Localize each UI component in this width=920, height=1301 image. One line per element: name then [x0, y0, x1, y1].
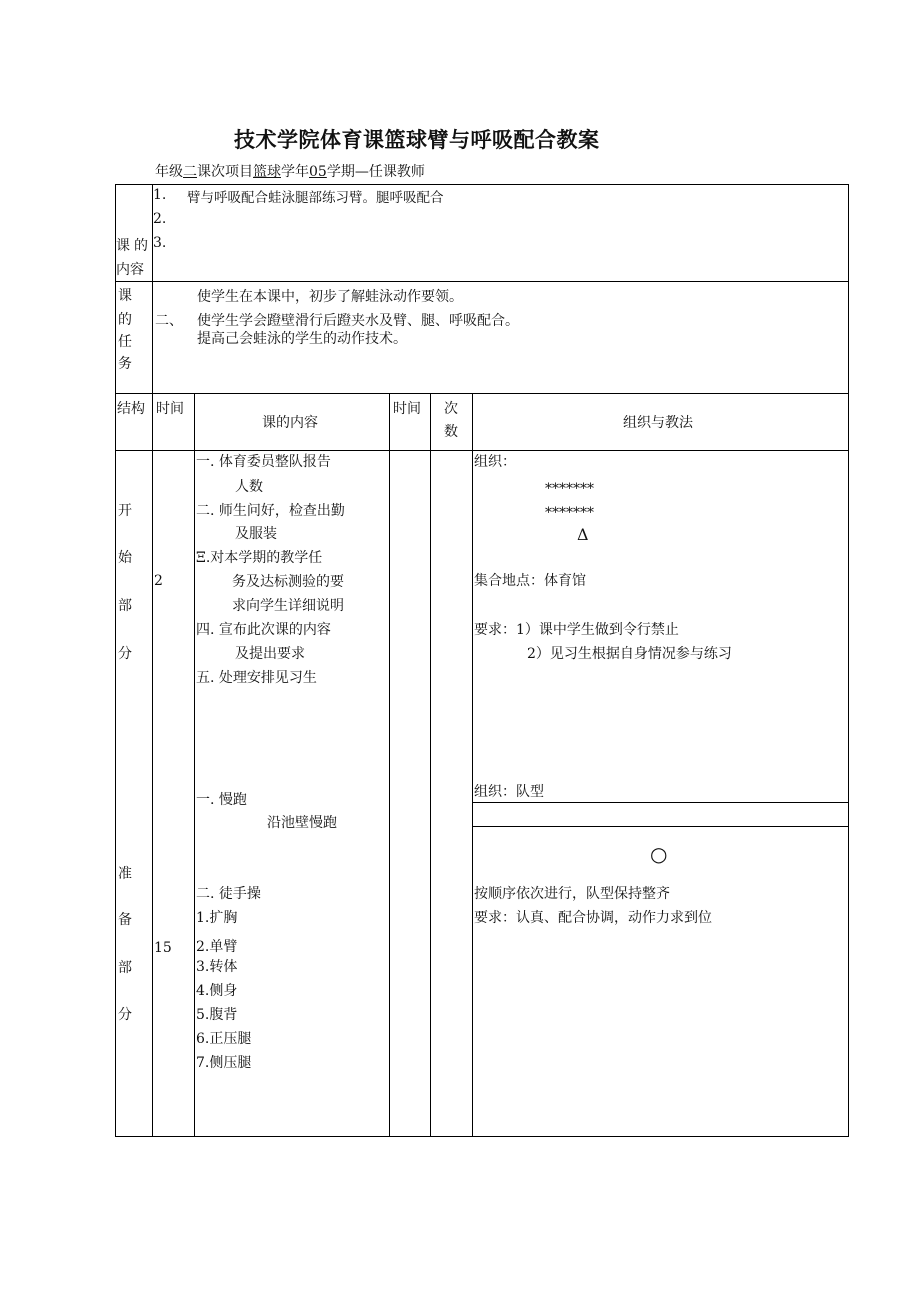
exercise-item: 5.腹背	[196, 1007, 238, 1023]
start-org-label: 组织：	[474, 454, 516, 470]
content-label-3: 内容	[116, 262, 144, 278]
task-line: 使学生学会蹬壁滑行后蹬夹水及臂、腿、呼吸配合。	[197, 313, 519, 329]
table-border-top	[115, 184, 849, 185]
org-divider	[472, 826, 849, 827]
exercise-item: 1.扩胸	[196, 910, 238, 926]
col-divider	[389, 393, 390, 1137]
content-item-num: 3.	[153, 235, 167, 251]
content-label-2: 的	[134, 238, 148, 254]
row-divider	[115, 450, 849, 451]
start-content-line: 人数	[235, 479, 263, 495]
content-label-1: 课	[116, 238, 130, 254]
content-item-num: 1.	[153, 187, 167, 203]
start-content-line: Ξ.对本学期的教学任	[196, 550, 323, 566]
start-label-1: 开	[118, 503, 132, 519]
task-label-4: 务	[118, 356, 132, 372]
table-border-right	[848, 184, 849, 1137]
row-divider	[115, 281, 849, 282]
meta-line	[155, 164, 425, 180]
content-item-num: 2.	[153, 211, 167, 227]
start-content-line: 一. 体育委员整队报告	[196, 454, 331, 470]
start-content-line: 及服装	[235, 526, 277, 542]
col-divider	[194, 393, 195, 1137]
content-item-text: 臂与呼吸配合蛙泳腿部练习臂。腿呼吸配合	[187, 190, 444, 206]
exercise-item: 7.侧压腿	[196, 1055, 252, 1071]
start-content-line: 务及达标测验的要	[232, 574, 344, 590]
circle-formation-icon: ○	[650, 842, 668, 866]
start-requirement: 要求：1）课中学生做到令行禁止	[474, 622, 679, 638]
org-divider	[472, 802, 849, 803]
table-border-bottom	[115, 1136, 849, 1137]
exercise-item: 3.转体	[196, 959, 238, 975]
prep-label-1: 准	[118, 866, 132, 882]
prep-order-note: 按顺序依次进行，队型保持整齐	[474, 886, 670, 902]
header-content: 课的内容	[262, 415, 318, 431]
exercise-title: 二. 徒手操	[196, 886, 261, 902]
prep-label-2: 备	[118, 912, 132, 928]
exercise-item: 6.正压腿	[196, 1031, 252, 1047]
year-value: 05	[309, 164, 327, 180]
start-content-line: 二. 师生问好，检查出勤	[196, 503, 345, 519]
start-label-4: 分	[118, 646, 132, 662]
grade-label: 年级	[155, 164, 183, 180]
start-requirement: 2）见习生根据自身情况参与练习	[527, 646, 732, 662]
header-structure: 结构	[117, 401, 145, 417]
header-method: 组织与教法	[623, 415, 693, 431]
grade-value: 二	[183, 164, 197, 180]
prep-org-label: 组织：队型	[474, 784, 544, 800]
prep-requirement: 要求：认真、配合协调，动作力求到位	[474, 910, 712, 926]
session-label: 课次项目	[197, 164, 253, 180]
formation-row: *******	[545, 481, 594, 497]
start-location: 集合地点：体育馆	[474, 573, 586, 589]
col-divider	[430, 393, 431, 1137]
header-count-1: 次	[444, 401, 458, 417]
task-marker: 二、	[155, 313, 183, 329]
start-content-line: 及提出要求	[235, 646, 305, 662]
header-time-1: 时间	[156, 401, 184, 417]
page-title: 技术学院体育课篮球臂与呼吸配合教案	[234, 128, 600, 152]
task-label-2: 的	[118, 312, 132, 328]
start-content-line: 四. 宣布此次课的内容	[196, 622, 331, 638]
task-line: 提高己会蛙泳的学生的动作技术。	[197, 331, 407, 347]
row-divider	[115, 393, 849, 394]
year-label: 学年	[281, 164, 309, 180]
header-count-2: 数	[444, 424, 458, 440]
jog-title: 一. 慢跑	[196, 792, 247, 808]
teacher-label: 任课教师	[368, 164, 425, 180]
formation-row: *******	[545, 505, 594, 521]
header-time-2: 时间	[393, 401, 421, 417]
start-content-line: 求向学生详细说明	[232, 598, 344, 614]
prep-label-4: 分	[118, 1007, 132, 1023]
task-label-1: 课	[118, 288, 132, 304]
exercise-item: 4.侧身	[196, 983, 238, 999]
start-label-3: 部	[118, 598, 132, 614]
prep-time: 15	[154, 940, 172, 956]
exercise-item: 2.单臂	[196, 939, 238, 955]
start-content-line: 五. 处理安排见习生	[196, 670, 317, 686]
project-value: 篮球	[253, 164, 281, 180]
start-label-2: 始	[118, 550, 132, 566]
task-line: 使学生在本课中，初步了解蛙泳动作要领。	[197, 289, 463, 305]
prep-label-3: 部	[118, 960, 132, 976]
start-time: 2	[154, 573, 163, 589]
term-label: 学期	[326, 164, 355, 180]
teacher-mark-icon: Δ	[577, 525, 589, 544]
term-value: —	[354, 164, 369, 180]
col-divider	[472, 393, 473, 1137]
jog-detail: 沿池壁慢跑	[267, 815, 337, 831]
table-border-left	[115, 184, 116, 1137]
task-label-3: 任	[118, 334, 132, 350]
col-divider	[152, 393, 153, 1137]
